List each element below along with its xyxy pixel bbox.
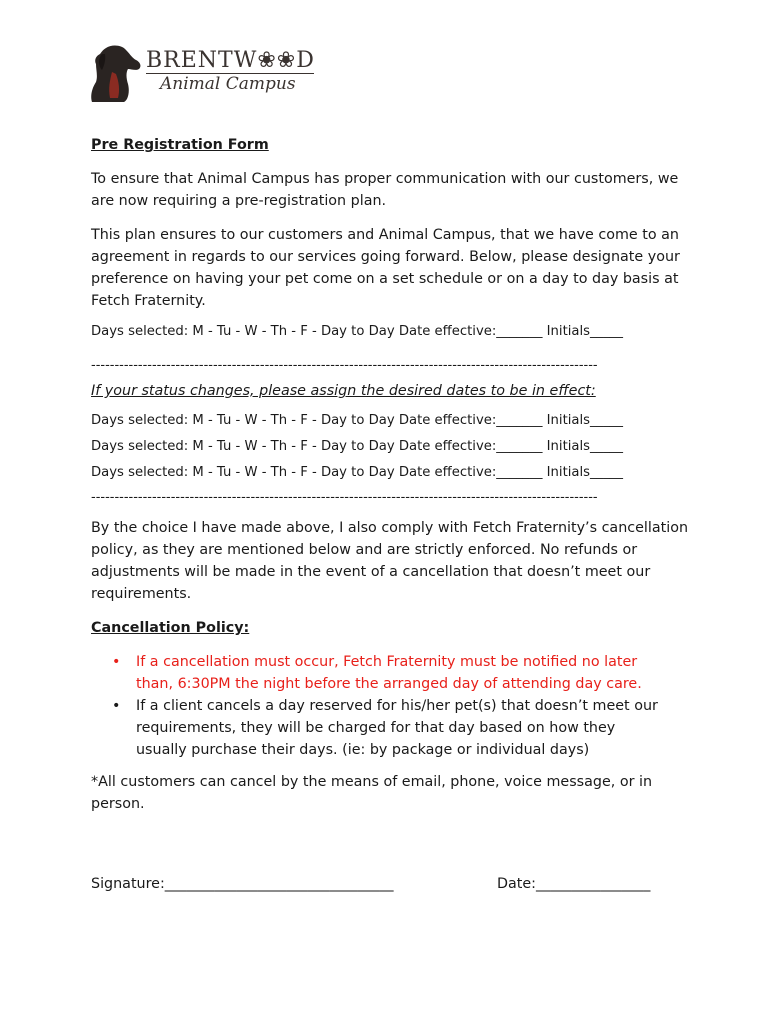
dashed-divider: ------------------------------------------------------------------------------------------------------------ — [91, 358, 598, 373]
status-change-heading: If your status changes, please assign the desired dates to be in effect: — [91, 383, 596, 399]
dog-silhouette-icon — [88, 42, 148, 104]
list-item — [110, 695, 670, 761]
comply-paragraph: By the choice I have made above, I also comply with Fetch Fraternity’s cancellation policy, as they are mentioned below and are strictly enforced. No refunds or adjustments will be made in the event of a cancellation that doesn’t meet our requirements. — [91, 520, 689, 602]
brand-name: BRENTW❀❀D — [146, 48, 315, 73]
brand-subtitle: Animal Campus — [160, 74, 296, 94]
signature-field[interactable]: Signature:________________________________ — [91, 876, 394, 892]
policy-text: If a client cancels a day reserved for his/her pet(s) that doesn’t meet our requirements, they will be charged for that day based on how they usually purchase their days. (ie: by package or individual days) — [136, 698, 658, 758]
policy-text: If a cancellation must occur, Fetch Fraternity must be notified no later than, 6:30PM the night before the arranged day of attending day care. — [136, 654, 642, 692]
form-title: Pre Registration Form — [91, 137, 269, 153]
status-schedule-row[interactable]: Days selected: M - Tu - W - Th - F - Day to Day Date effective:_______ Initials_____ — [91, 439, 623, 454]
status-schedule-row[interactable]: Days selected: M - Tu - W - Th - F - Day to Day Date effective:_______ Initials_____ — [91, 465, 623, 480]
dashed-divider: ------------------------------------------------------------------------------------------------------------ — [91, 490, 598, 505]
plan-paragraph: This plan ensures to our customers and Animal Campus, that we have come to an agreement in regards to our services going forward. Below, please designate your preference on having your pet come on a set schedule or on a day to day basis at Fetch Fraternity. — [91, 227, 680, 309]
status-schedule-row[interactable]: Days selected: M - Tu - W - Th - F - Day to Day Date effective:_______ Initials_____ — [91, 413, 623, 428]
brentwood-logo — [88, 42, 328, 104]
bullet-icon: • — [112, 698, 121, 714]
cancellation-policy-list — [110, 651, 670, 761]
cancellation-policy-title: Cancellation Policy: — [91, 620, 250, 636]
cancel-means-note: *All customers can cancel by the means of email, phone, voice message, or in person. — [91, 774, 653, 812]
list-item — [110, 651, 670, 695]
bullet-icon: • — [112, 654, 121, 670]
schedule-row[interactable]: Days selected: M - Tu - W - Th - F - Day to Day Date effective:_______ Initials_____ — [91, 324, 623, 339]
date-field[interactable]: Date:________________ — [497, 876, 651, 892]
intro-paragraph: To ensure that Animal Campus has proper communication with our customers, we are now requiring a pre-registration plan. — [91, 171, 679, 209]
